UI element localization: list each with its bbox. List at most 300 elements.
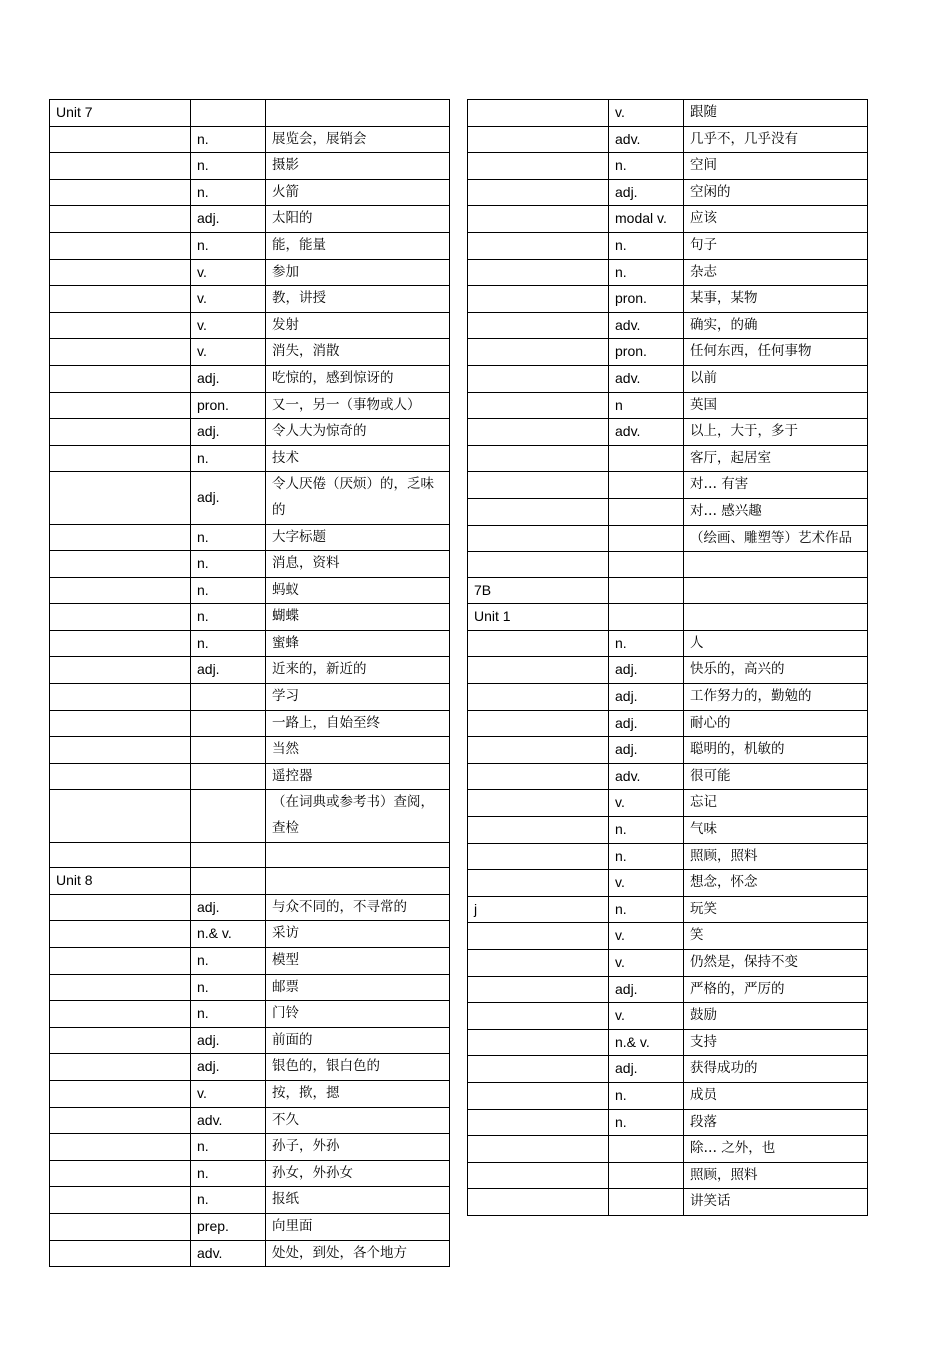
meaning-cell: 采访 <box>266 921 450 948</box>
part-of-speech-cell <box>609 1136 684 1163</box>
meaning-cell: 严格的，严厉的 <box>684 976 868 1003</box>
word-cell <box>50 339 191 366</box>
part-of-speech-cell: n. <box>191 232 266 259</box>
part-of-speech-cell: v. <box>191 339 266 366</box>
meaning-cell: 邮票 <box>266 974 450 1001</box>
word-cell <box>50 1027 191 1054</box>
word-cell <box>50 577 191 604</box>
word-cell <box>468 419 609 446</box>
word-cell <box>468 286 609 313</box>
table-row <box>50 259 450 286</box>
part-of-speech-cell: n. <box>191 948 266 975</box>
part-of-speech-cell <box>609 577 684 604</box>
table-row <box>50 524 450 551</box>
meaning-cell: 空闲的 <box>684 179 868 206</box>
word-cell <box>50 286 191 313</box>
table-row <box>50 286 450 313</box>
word-cell <box>50 126 191 153</box>
word-cell <box>468 630 609 657</box>
table-row <box>468 365 868 392</box>
word-cell <box>50 153 191 180</box>
word-cell <box>468 392 609 419</box>
meaning-cell: 遥控器 <box>266 763 450 790</box>
meaning-cell <box>684 577 868 604</box>
table-row <box>468 179 868 206</box>
table-row <box>50 1001 450 1028</box>
word-cell <box>468 179 609 206</box>
part-of-speech-cell: adv. <box>609 419 684 446</box>
table-row <box>50 472 450 524</box>
meaning-cell: 很可能 <box>684 763 868 790</box>
word-cell <box>50 312 191 339</box>
table-row <box>50 604 450 631</box>
meaning-cell: 忘记 <box>684 790 868 817</box>
table-row <box>50 179 450 206</box>
meaning-cell: 火箭 <box>266 179 450 206</box>
meaning-cell: 令人大为惊奇的 <box>266 419 450 446</box>
part-of-speech-cell: adj. <box>191 894 266 921</box>
table-row <box>50 1187 450 1214</box>
table-row <box>468 1109 868 1136</box>
meaning-cell: 人 <box>684 630 868 657</box>
part-of-speech-cell: v. <box>191 286 266 313</box>
vocab-table-left-body <box>50 100 450 1267</box>
word-cell <box>50 1054 191 1081</box>
word-cell <box>468 365 609 392</box>
meaning-cell <box>684 604 868 631</box>
meaning-cell: 不久 <box>266 1107 450 1134</box>
meaning-cell: 应该 <box>684 206 868 233</box>
word-cell <box>50 737 191 764</box>
part-of-speech-cell <box>609 525 684 552</box>
table-row <box>50 974 450 1001</box>
meaning-cell: 几乎不，几乎没有 <box>684 126 868 153</box>
table-row <box>50 790 450 842</box>
table-row <box>468 153 868 180</box>
word-cell <box>50 232 191 259</box>
word-cell <box>468 763 609 790</box>
part-of-speech-cell <box>191 710 266 737</box>
word-cell <box>468 312 609 339</box>
meaning-cell: 又一，另一（事物或人） <box>266 392 450 419</box>
part-of-speech-cell: n. <box>609 843 684 870</box>
meaning-cell: 吃惊的，感到惊讶的 <box>266 365 450 392</box>
meaning-cell: 工作努力的，勤勉的 <box>684 684 868 711</box>
meaning-cell: 模型 <box>266 948 450 975</box>
part-of-speech-cell: n.& v. <box>609 1029 684 1056</box>
table-row <box>50 126 450 153</box>
table-row <box>468 552 868 578</box>
word-cell <box>468 737 609 764</box>
meaning-cell: 蝴蝶 <box>266 604 450 631</box>
word-cell <box>468 1189 609 1216</box>
table-row <box>468 1136 868 1163</box>
meaning-cell <box>266 868 450 895</box>
word-cell: Unit 1 <box>468 604 609 631</box>
table-row <box>468 817 868 844</box>
meaning-cell: 某事，某物 <box>684 286 868 313</box>
meaning-cell: （绘画、雕塑等）艺术作品 <box>684 525 868 552</box>
word-cell <box>468 100 609 127</box>
word-cell <box>50 1160 191 1187</box>
part-of-speech-cell: n. <box>609 232 684 259</box>
table-row <box>50 894 450 921</box>
meaning-cell: 快乐的，高兴的 <box>684 657 868 684</box>
meaning-cell: 教，讲授 <box>266 286 450 313</box>
part-of-speech-cell: v. <box>609 790 684 817</box>
table-row <box>468 339 868 366</box>
meaning-cell: 令人厌倦（厌烦）的，乏味的 <box>266 472 450 524</box>
part-of-speech-cell: pron. <box>609 339 684 366</box>
word-cell <box>50 921 191 948</box>
table-row <box>468 976 868 1003</box>
word-cell: 7B <box>468 577 609 604</box>
word-cell <box>468 950 609 977</box>
meaning-cell: 对… 感兴趣 <box>684 498 868 525</box>
part-of-speech-cell: v. <box>609 923 684 950</box>
word-cell <box>50 604 191 631</box>
part-of-speech-cell: pron. <box>191 392 266 419</box>
part-of-speech-cell: v. <box>609 100 684 127</box>
word-cell <box>50 551 191 578</box>
table-row <box>468 100 868 127</box>
table-row <box>50 232 450 259</box>
meaning-cell: 想念，怀念 <box>684 870 868 897</box>
meaning-cell: 空间 <box>684 153 868 180</box>
word-cell <box>50 790 191 842</box>
meaning-cell: 门铃 <box>266 1001 450 1028</box>
part-of-speech-cell: adj. <box>191 472 266 524</box>
word-cell: j <box>468 896 609 923</box>
table-row <box>468 790 868 817</box>
table-row <box>468 737 868 764</box>
word-cell <box>50 419 191 446</box>
table-row <box>50 948 450 975</box>
word-cell <box>50 1080 191 1107</box>
meaning-cell: 太阳的 <box>266 206 450 233</box>
meaning-cell: （在词典或参考书）查阅，查检 <box>266 790 450 842</box>
part-of-speech-cell: adj. <box>609 976 684 1003</box>
part-of-speech-cell: adj. <box>191 365 266 392</box>
part-of-speech-cell: n. <box>191 1001 266 1028</box>
part-of-speech-cell: v. <box>191 259 266 286</box>
meaning-cell: 笑 <box>684 923 868 950</box>
part-of-speech-cell <box>609 604 684 631</box>
part-of-speech-cell: pron. <box>609 286 684 313</box>
part-of-speech-cell: n. <box>191 551 266 578</box>
meaning-cell: 按，揿，摁 <box>266 1080 450 1107</box>
word-cell <box>468 1003 609 1030</box>
table-row <box>50 1213 450 1240</box>
meaning-cell <box>684 552 868 578</box>
meaning-cell: 杂志 <box>684 259 868 286</box>
table-row <box>468 950 868 977</box>
part-of-speech-cell <box>609 445 684 472</box>
word-cell <box>50 1187 191 1214</box>
part-of-speech-cell <box>191 684 266 711</box>
part-of-speech-cell: prep. <box>191 1213 266 1240</box>
word-cell <box>468 923 609 950</box>
table-row <box>468 1082 868 1109</box>
table-row <box>50 1054 450 1081</box>
word-cell <box>50 1134 191 1161</box>
part-of-speech-cell: n. <box>191 1134 266 1161</box>
word-cell <box>468 472 609 499</box>
meaning-cell: 气味 <box>684 817 868 844</box>
table-row <box>468 896 868 923</box>
meaning-cell: 学习 <box>266 684 450 711</box>
word-cell: Unit 8 <box>50 868 191 895</box>
table-row <box>468 259 868 286</box>
meaning-cell: 摄影 <box>266 153 450 180</box>
word-cell <box>468 552 609 578</box>
word-cell <box>468 126 609 153</box>
word-cell <box>468 710 609 737</box>
part-of-speech-cell: v. <box>191 312 266 339</box>
meaning-cell: 确实，的确 <box>684 312 868 339</box>
table-row <box>468 657 868 684</box>
word-cell <box>468 153 609 180</box>
table-row <box>50 1107 450 1134</box>
word-cell <box>50 974 191 1001</box>
table-row <box>50 1080 450 1107</box>
part-of-speech-cell: adj. <box>191 657 266 684</box>
meaning-cell: 技术 <box>266 445 450 472</box>
part-of-speech-cell: adv. <box>609 312 684 339</box>
meaning-cell: 蚂蚁 <box>266 577 450 604</box>
word-cell <box>468 259 609 286</box>
word-cell <box>50 684 191 711</box>
meaning-cell: 处处，到处，各个地方 <box>266 1240 450 1267</box>
word-cell <box>50 472 191 524</box>
word-cell <box>468 1082 609 1109</box>
table-row <box>468 419 868 446</box>
table-row <box>50 1027 450 1054</box>
table-row <box>468 392 868 419</box>
table-row <box>50 365 450 392</box>
table-row <box>468 1029 868 1056</box>
table-row <box>468 763 868 790</box>
word-cell <box>50 365 191 392</box>
part-of-speech-cell: adj. <box>609 179 684 206</box>
word-cell <box>468 525 609 552</box>
word-cell <box>50 894 191 921</box>
part-of-speech-cell: n. <box>191 630 266 657</box>
meaning-cell: 讲笑话 <box>684 1189 868 1216</box>
word-cell <box>50 206 191 233</box>
vocab-table-right-body <box>468 100 868 1216</box>
part-of-speech-cell <box>609 552 684 578</box>
part-of-speech-cell: adj. <box>609 657 684 684</box>
meaning-cell: 孙子，外孙 <box>266 1134 450 1161</box>
meaning-cell: 鼓励 <box>684 1003 868 1030</box>
part-of-speech-cell: v. <box>609 950 684 977</box>
word-cell <box>50 948 191 975</box>
part-of-speech-cell: n. <box>191 126 266 153</box>
part-of-speech-cell: n. <box>191 1160 266 1187</box>
word-cell <box>50 842 191 868</box>
meaning-cell: 跟随 <box>684 100 868 127</box>
meaning-cell: 一路上，自始至终 <box>266 710 450 737</box>
part-of-speech-cell: n. <box>609 896 684 923</box>
table-row <box>468 577 868 604</box>
part-of-speech-cell: n <box>609 392 684 419</box>
part-of-speech-cell: v. <box>191 1080 266 1107</box>
meaning-cell: 客厅，起居室 <box>684 445 868 472</box>
table-row <box>50 921 450 948</box>
word-cell <box>50 1001 191 1028</box>
part-of-speech-cell <box>191 763 266 790</box>
table-row <box>50 630 450 657</box>
meaning-cell: 蜜蜂 <box>266 630 450 657</box>
part-of-speech-cell: n. <box>191 153 266 180</box>
part-of-speech-cell: adj. <box>191 206 266 233</box>
part-of-speech-cell: n.& v. <box>191 921 266 948</box>
meaning-cell: 仍然是，保持不变 <box>684 950 868 977</box>
part-of-speech-cell: v. <box>609 1003 684 1030</box>
word-cell <box>468 657 609 684</box>
table-row <box>468 126 868 153</box>
table-row <box>468 472 868 499</box>
part-of-speech-cell: n. <box>191 445 266 472</box>
table-row <box>50 737 450 764</box>
word-cell <box>50 259 191 286</box>
meaning-cell: 聪明的，机敏的 <box>684 737 868 764</box>
word-cell <box>468 1162 609 1189</box>
table-row <box>50 710 450 737</box>
table-row <box>468 312 868 339</box>
word-cell <box>50 1107 191 1134</box>
word-cell <box>468 1056 609 1083</box>
part-of-speech-cell: adj. <box>609 737 684 764</box>
word-cell <box>468 817 609 844</box>
vocab-table-right <box>467 99 868 1216</box>
table-row <box>468 870 868 897</box>
meaning-cell: 参加 <box>266 259 450 286</box>
part-of-speech-cell <box>609 498 684 525</box>
part-of-speech-cell <box>191 737 266 764</box>
table-row <box>468 286 868 313</box>
word-cell: Unit 7 <box>50 100 191 127</box>
part-of-speech-cell: adj. <box>609 1056 684 1083</box>
part-of-speech-cell <box>191 100 266 127</box>
part-of-speech-cell: adv. <box>609 365 684 392</box>
meaning-cell: 成员 <box>684 1082 868 1109</box>
word-cell <box>468 976 609 1003</box>
meaning-cell: 能，能量 <box>266 232 450 259</box>
meaning-cell: 报纸 <box>266 1187 450 1214</box>
table-row <box>50 657 450 684</box>
meaning-cell: 对… 有害 <box>684 472 868 499</box>
table-row <box>468 604 868 631</box>
word-cell <box>50 710 191 737</box>
part-of-speech-cell: n. <box>609 630 684 657</box>
meaning-cell: 与众不同的，不寻常的 <box>266 894 450 921</box>
part-of-speech-cell: adv. <box>191 1240 266 1267</box>
table-row <box>468 1189 868 1216</box>
table-row <box>50 445 450 472</box>
table-row <box>468 684 868 711</box>
meaning-cell: 向里面 <box>266 1213 450 1240</box>
word-cell <box>50 763 191 790</box>
vocab-table-left <box>49 99 450 1267</box>
part-of-speech-cell <box>191 868 266 895</box>
table-row <box>50 1240 450 1267</box>
meaning-cell: 除… 之外，也 <box>684 1136 868 1163</box>
table-row <box>468 1056 868 1083</box>
part-of-speech-cell: adj. <box>191 1027 266 1054</box>
part-of-speech-cell: n. <box>609 1082 684 1109</box>
word-cell <box>468 206 609 233</box>
part-of-speech-cell: n. <box>191 577 266 604</box>
table-row <box>50 868 450 895</box>
table-row <box>50 1134 450 1161</box>
part-of-speech-cell: adv. <box>191 1107 266 1134</box>
word-cell <box>50 392 191 419</box>
part-of-speech-cell: n. <box>191 179 266 206</box>
table-row <box>468 843 868 870</box>
meaning-cell: 支持 <box>684 1029 868 1056</box>
meaning-cell: 照顾，照料 <box>684 1162 868 1189</box>
word-cell <box>50 179 191 206</box>
table-row <box>50 206 450 233</box>
table-row <box>468 232 868 259</box>
meaning-cell <box>266 100 450 127</box>
part-of-speech-cell: adj. <box>191 1054 266 1081</box>
word-cell <box>468 1029 609 1056</box>
table-row <box>468 498 868 525</box>
table-row <box>468 445 868 472</box>
word-cell <box>50 524 191 551</box>
table-row <box>50 842 450 868</box>
table-row <box>50 577 450 604</box>
meaning-cell: 银色的，银白色的 <box>266 1054 450 1081</box>
word-cell <box>50 445 191 472</box>
table-row <box>50 419 450 446</box>
word-cell <box>468 843 609 870</box>
part-of-speech-cell: adj. <box>609 684 684 711</box>
word-cell <box>468 790 609 817</box>
meaning-cell: 以前 <box>684 365 868 392</box>
word-cell <box>468 1109 609 1136</box>
table-row <box>50 763 450 790</box>
table-row <box>468 710 868 737</box>
part-of-speech-cell <box>609 1189 684 1216</box>
table-row <box>468 206 868 233</box>
meaning-cell: 消失，消散 <box>266 339 450 366</box>
part-of-speech-cell: modal v. <box>609 206 684 233</box>
part-of-speech-cell: n. <box>191 974 266 1001</box>
word-cell <box>50 1213 191 1240</box>
part-of-speech-cell: adv. <box>609 126 684 153</box>
table-row <box>50 312 450 339</box>
word-cell <box>468 870 609 897</box>
meaning-cell: 耐心的 <box>684 710 868 737</box>
meaning-cell: 发射 <box>266 312 450 339</box>
part-of-speech-cell: n. <box>609 817 684 844</box>
part-of-speech-cell: n. <box>609 153 684 180</box>
meaning-cell: 英国 <box>684 392 868 419</box>
meaning-cell <box>266 842 450 868</box>
part-of-speech-cell: v. <box>609 870 684 897</box>
meaning-cell: 句子 <box>684 232 868 259</box>
word-cell <box>468 498 609 525</box>
part-of-speech-cell <box>191 790 266 842</box>
word-cell <box>50 1240 191 1267</box>
word-cell <box>468 339 609 366</box>
word-cell <box>468 232 609 259</box>
part-of-speech-cell <box>191 842 266 868</box>
